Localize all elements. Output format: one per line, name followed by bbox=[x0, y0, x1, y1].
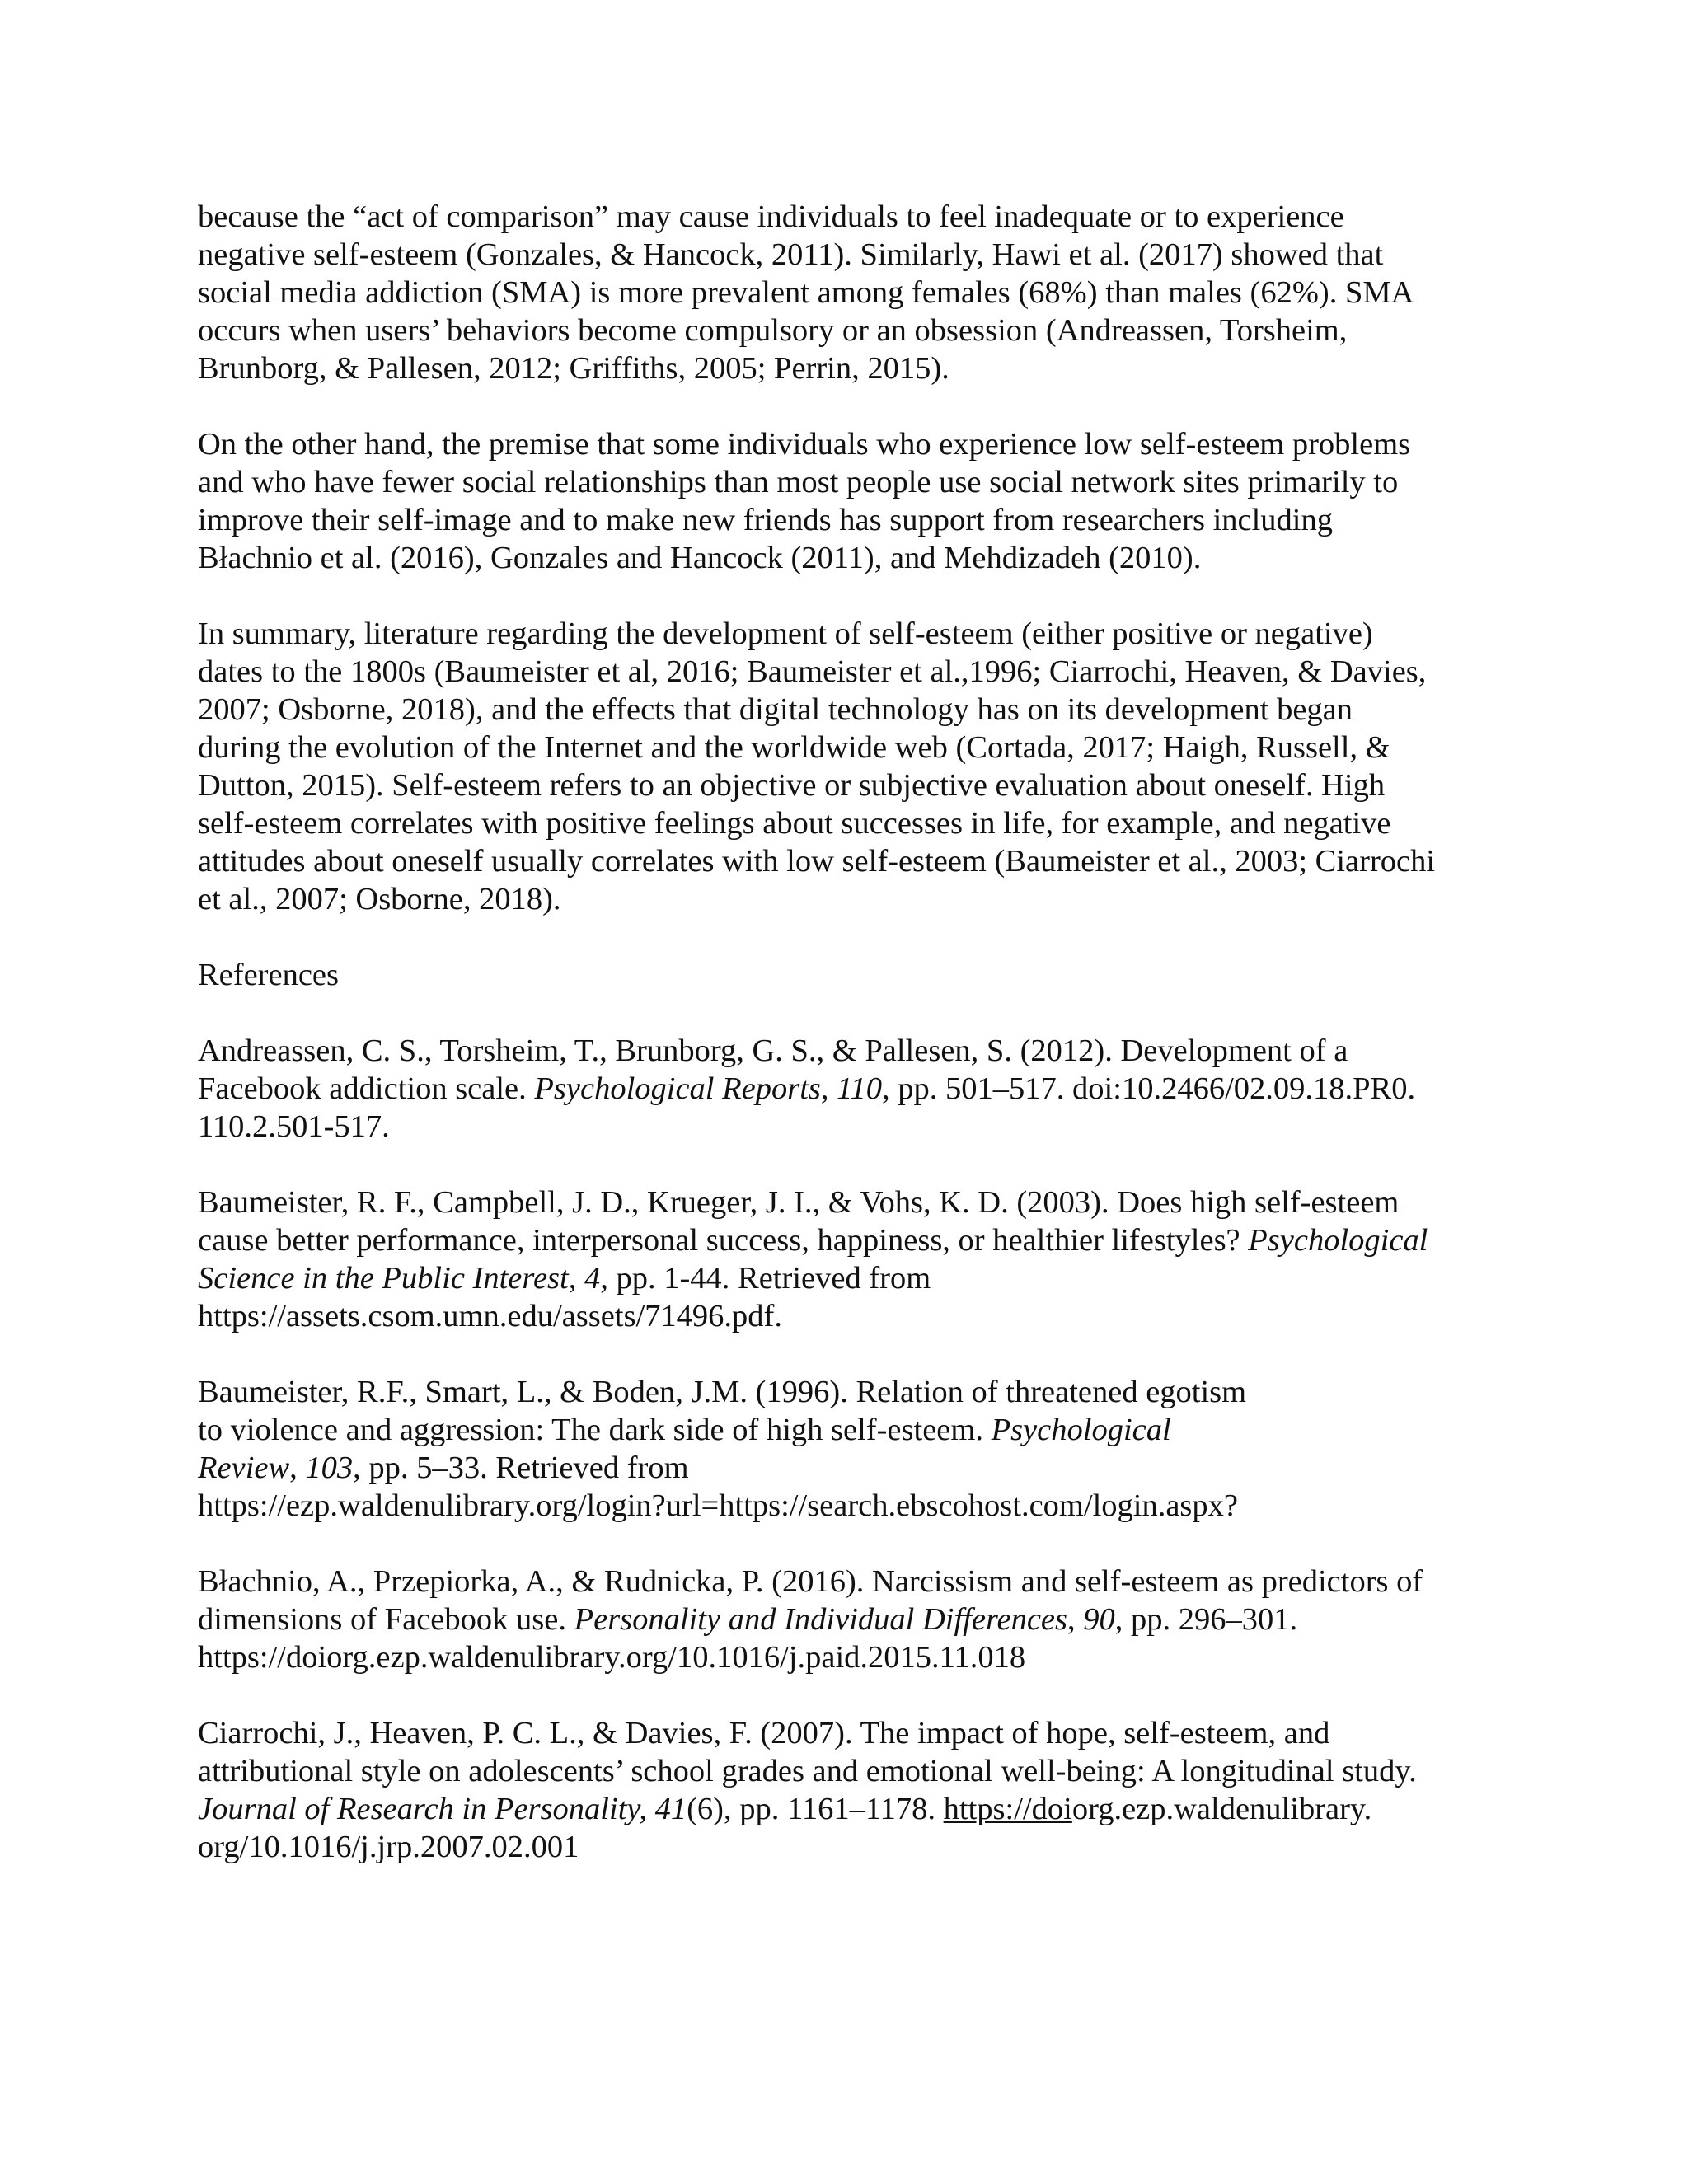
reference-url: https://assets.csom.umn.edu/assets/71496.pdf. bbox=[198, 1299, 782, 1333]
text-line: et al., 2007; Osborne, 2018). bbox=[198, 882, 561, 916]
text-line: negative self-esteem (Gonzales, & Hancock, 2011). Similarly, Hawi et al. (2017) showed that bbox=[198, 237, 1384, 272]
journal-title: Psychological bbox=[991, 1413, 1171, 1447]
text-line: occurs when users’ behaviors become compulsory or an obsession (Andreassen, Torsheim, bbox=[198, 313, 1348, 348]
body-paragraph-2 bbox=[198, 425, 1533, 577]
text-line: attitudes about oneself usually correlates with low self-esteem (Baumeister et al., 2003; Ciarrochi bbox=[198, 844, 1436, 879]
reference-text: dimensions of Facebook use. bbox=[198, 1602, 574, 1637]
references-heading: References bbox=[198, 958, 339, 992]
reference-text: to violence and aggression: The dark side of high self-esteem. bbox=[198, 1413, 992, 1447]
journal-title: Review bbox=[198, 1451, 290, 1485]
journal-volume: 90 bbox=[1083, 1602, 1115, 1637]
reference-url: https://doiorg.ezp.waldenulibrary.org/10.1016/j.paid.2015.11.018 bbox=[198, 1640, 1026, 1675]
reference-line: Baumeister, R. F., Campbell, J. D., Krueger, J. I., & Vohs, K. D. (2003). Does high self-esteem bbox=[198, 1185, 1400, 1220]
reference-text: Facebook addiction scale. bbox=[198, 1071, 535, 1106]
text-line: Brunborg, & Pallesen, 2012; Griffiths, 2005; Perrin, 2015). bbox=[198, 351, 950, 386]
reference-text: , pp. 1-44. Retrieved from bbox=[600, 1261, 931, 1296]
journal-volume: 4 bbox=[584, 1261, 601, 1296]
reference-baumeister-2003 bbox=[198, 1183, 1533, 1335]
text-line: improve their self-image and to make new friends has support from researchers including bbox=[198, 503, 1333, 537]
reference-text: org.ezp.waldenulibrary. bbox=[1071, 1792, 1372, 1826]
reference-line bbox=[198, 1259, 1533, 1297]
journal-title: Personality and Individual Differences bbox=[574, 1602, 1067, 1637]
reference-baumeister-1996 bbox=[198, 1373, 1533, 1525]
reference-blachnio-2016 bbox=[198, 1563, 1533, 1676]
reference-line bbox=[198, 1790, 1533, 1828]
text-line: In summary, literature regarding the development of self-esteem (either positive or negative) bbox=[198, 616, 1373, 651]
reference-line bbox=[198, 1221, 1533, 1259]
journal-title: Psychological bbox=[1248, 1223, 1428, 1258]
doi-link[interactable]: https://doi bbox=[943, 1792, 1072, 1826]
reference-url: https://ezp.waldenulibrary.org/login?url=https://search.ebscohost.com/login.aspx? bbox=[198, 1488, 1239, 1523]
body-paragraph-3 bbox=[198, 615, 1533, 918]
journal-volume: 103 bbox=[305, 1451, 354, 1485]
reference-line: 110.2.501-517. bbox=[198, 1109, 390, 1144]
journal-title: Psychological Reports bbox=[534, 1071, 821, 1106]
journal-title: Science in the Public Interest bbox=[198, 1261, 569, 1296]
text-line: and who have fewer social relationships than most people use social network sites primarily to bbox=[198, 465, 1399, 499]
reference-url: org/10.1016/j.jrp.2007.02.001 bbox=[198, 1830, 579, 1864]
reference-line: Błachnio, A., Przepiorka, A., & Rudnicka, P. (2016). Narcissism and self-esteem as predictors of bbox=[198, 1564, 1423, 1599]
reference-andreassen-2012 bbox=[198, 1032, 1533, 1146]
journal-volume: 110 bbox=[837, 1071, 883, 1106]
reference-text: , bbox=[1067, 1602, 1084, 1637]
reference-line: attributional style on adolescents’ school grades and emotional well-being: A longitudinal study. bbox=[198, 1754, 1417, 1788]
reference-text: , bbox=[289, 1451, 306, 1485]
text-line: dates to the 1800s (Baumeister et al, 2016; Baumeister et al.,1996; Ciarrochi, Heaven, & Davies, bbox=[198, 654, 1427, 689]
reference-text: , bbox=[820, 1071, 837, 1106]
text-line: self-esteem correlates with positive feelings about successes in life, for example, and negative bbox=[198, 806, 1391, 841]
text-line: during the evolution of the Internet and the worldwide web (Cortada, 2017; Haigh, Russell, & bbox=[198, 730, 1390, 765]
journal-title: Journal of Research in Personality, 41 bbox=[198, 1792, 687, 1826]
text-line: On the other hand, the premise that some individuals who experience low self-esteem problems bbox=[198, 427, 1411, 462]
text-line: social media addiction (SMA) is more prevalent among females (68%) than males (62%). SMA bbox=[198, 275, 1414, 310]
reference-text: , pp. 5–33. Retrieved from bbox=[353, 1451, 689, 1485]
text-line: 2007; Osborne, 2018), and the effects that digital technology has on its development began bbox=[198, 692, 1353, 727]
document-page bbox=[198, 198, 1533, 1904]
text-line: Dutton, 2015). Self-esteem refers to an objective or subjective evaluation about oneself. High bbox=[198, 768, 1386, 803]
text-line: because the “act of comparison” may cause individuals to feel inadequate or to experience bbox=[198, 199, 1344, 234]
reference-line bbox=[198, 1411, 1533, 1449]
reference-line bbox=[198, 1449, 1533, 1487]
reference-text: , bbox=[568, 1261, 584, 1296]
reference-line bbox=[198, 1601, 1533, 1638]
reference-text: , pp. 501–517. doi:10.2466/02.09.18.PR0. bbox=[882, 1071, 1416, 1106]
reference-line: Ciarrochi, J., Heaven, P. C. L., & Davies, F. (2007). The impact of hope, self-esteem, and bbox=[198, 1716, 1330, 1750]
body-paragraph-1 bbox=[198, 198, 1533, 387]
reference-ciarrochi-2007 bbox=[198, 1714, 1533, 1866]
reference-line: Andreassen, C. S., Torsheim, T., Brunborg, G. S., & Pallesen, S. (2012). Development of a bbox=[198, 1033, 1348, 1068]
reference-text: cause better performance, interpersonal success, happiness, or healthier lifestyles? bbox=[198, 1223, 1249, 1258]
text-line: Błachnio et al. (2016), Gonzales and Hancock (2011), and Mehdizadeh (2010). bbox=[198, 541, 1202, 575]
reference-line bbox=[198, 1070, 1533, 1108]
reference-line: Baumeister, R.F., Smart, L., & Boden, J.M. (1996). Relation of threatened egotism bbox=[198, 1375, 1247, 1409]
reference-text: (6), pp. 1161–1178. bbox=[687, 1792, 944, 1826]
reference-text: , pp. 296–301. bbox=[1114, 1602, 1298, 1637]
